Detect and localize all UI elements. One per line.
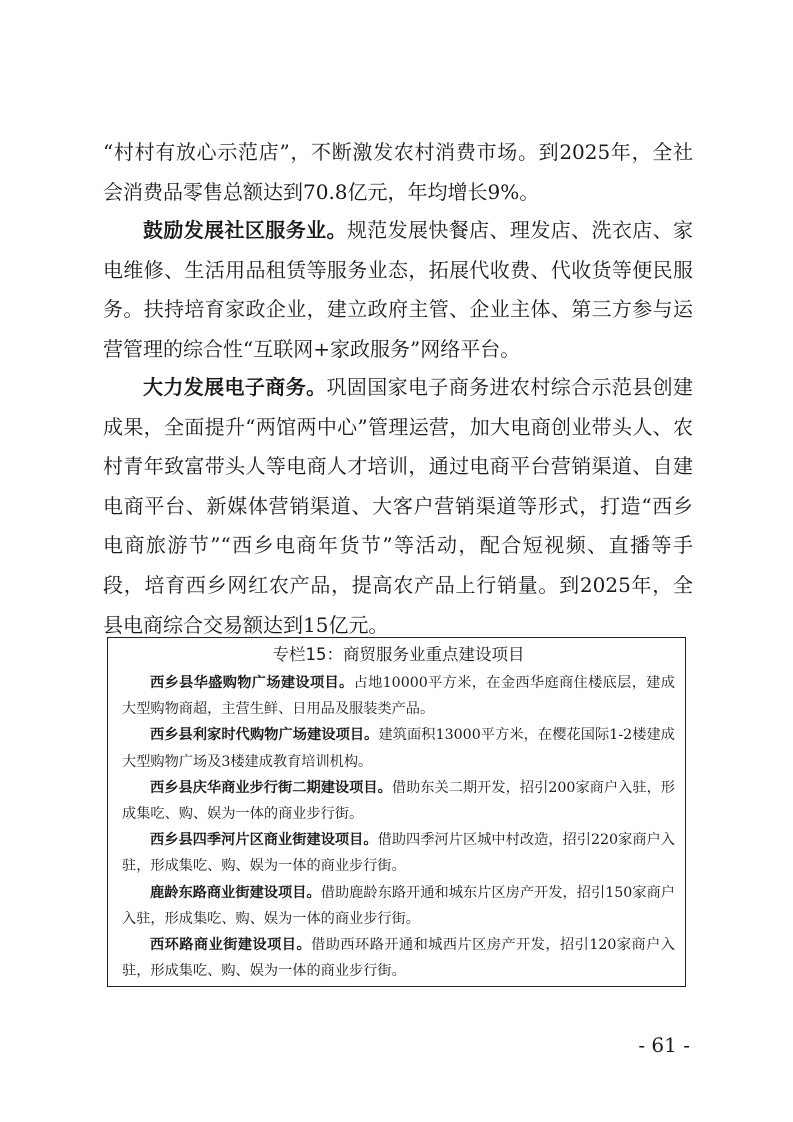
project-name: 鹿龄东路商业街建设项目。	[150, 884, 321, 901]
paragraph-text: 巩固国家电子商务进农村综合示范县创建成果，全面提升“两馆两中心”管理运营，加大电商创业带头人、农村青年致富带头人等电商人才培训，通过电商平台营销渠道、自建电商平台、新媒体营销渠道、大客户营销渠道等形式，打造“西乡电商旅游节”“西乡电商年货节”等活动，配合短视频、直播等手段，培育西乡网红农产品，提高农产品上行销量。到2025年，全县电商综合交易额达到15亿元。	[103, 375, 694, 637]
paragraph-lead: 大力发展电子商务。	[143, 375, 327, 399]
project-description: 借助四季河片区城中村改造，招引220家商户入驻，形成集吃、购、娱为一体的商业步行街。	[122, 832, 675, 875]
page-number: - 61 -	[638, 1033, 690, 1057]
paragraph-community-services	[103, 211, 693, 369]
project-column-box	[107, 637, 686, 987]
project-name: 西乡县庆华商业步行街二期建设项目。	[150, 779, 392, 796]
project-description: 建筑面积13000平方米，在樱花国际1-2楼建成大型购物广场及3楼建成教育培训机构。	[122, 727, 675, 770]
project-description: 占地10000平方米，在金西华庭商住楼底层，建成大型购物商超，主营生鲜、日用品及服装类产品。	[122, 675, 675, 718]
paragraph-e-commerce	[103, 368, 693, 645]
paragraph-text: “村村有放心示范店”，不断激发农村消费市场。到2025年，全社会消费品零售总额达到70.8亿元，年均增长9%。	[103, 140, 693, 204]
box-title: 专栏15：商贸服务业重点建设项目	[272, 645, 525, 664]
project-name: 西环路商业街建设项目。	[150, 937, 312, 954]
project-name: 西乡县华盛购物广场建设项目。	[150, 675, 354, 691]
project-item	[122, 827, 675, 879]
paragraph-lead: 鼓励发展社区服务业。	[143, 218, 347, 242]
project-item	[122, 670, 675, 722]
project-name: 西乡县四季河片区商业街建设项目。	[150, 832, 378, 849]
project-item	[122, 880, 675, 932]
project-name: 西乡县利家时代购物广场建设项目。	[150, 727, 379, 744]
paragraph-rural-consumption	[103, 133, 693, 212]
project-description: 借助东关二期开发，招引200家商户入驻，形成集吃、购、娱为一体的商业步行街。	[122, 779, 675, 823]
project-item	[122, 932, 675, 984]
project-item	[122, 775, 675, 827]
paragraph-text: 规范发展快餐店、理发店、洗衣店、家电维修、生活用品租赁等服务业态，拓展代收费、代收货等便民服务。扶持培育家政企业，建立政府主管、企业主体、第三方参与运营管理的综合性“互联网+家政服务”网络平台。	[103, 218, 694, 361]
project-description: 借助鹿龄东路开通和城东片区房产开发，招引150家商户入驻，形成集吃、购、娱为一体的商业步行街。	[122, 884, 675, 927]
project-item	[122, 722, 675, 774]
project-description: 借助西环路开通和城西片区房产开发，招引120家商户入驻，形成集吃、购、娱为一体的商业步行街。	[122, 937, 675, 980]
